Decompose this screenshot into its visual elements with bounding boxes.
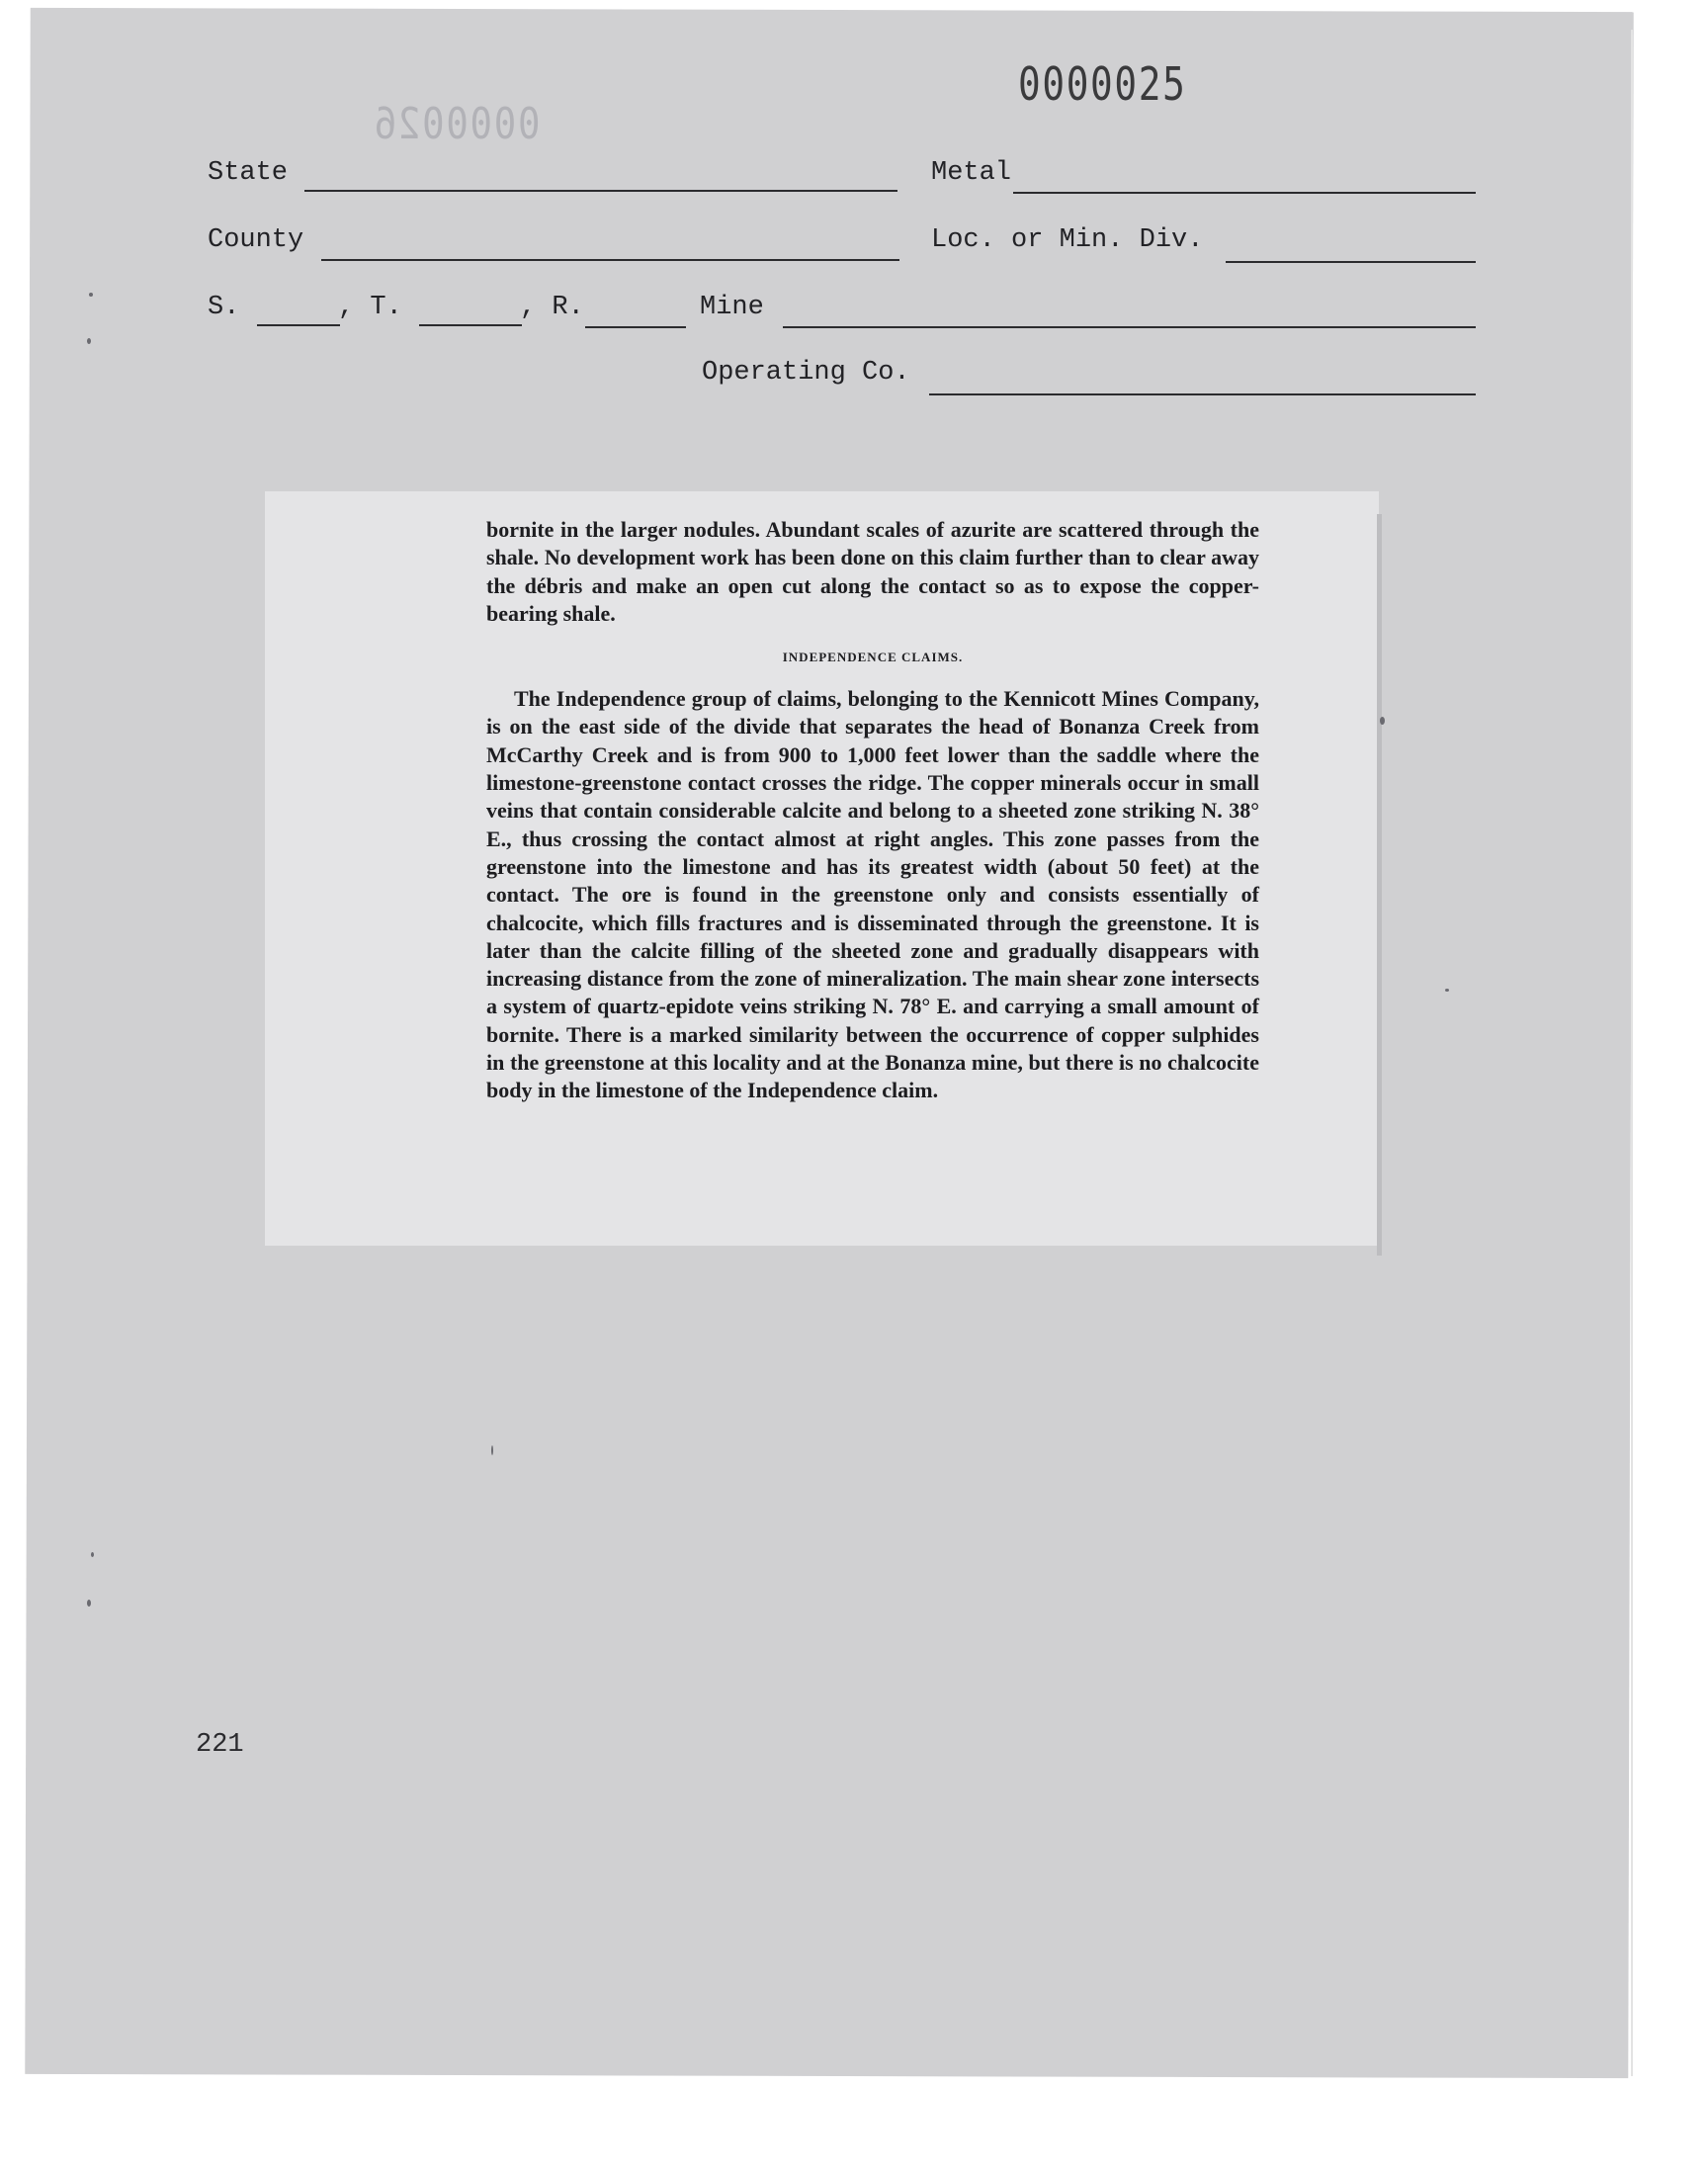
range-field-line: [585, 326, 686, 328]
scan-speck: [87, 1600, 91, 1607]
loc-label: Loc. or Min. Div.: [931, 225, 1204, 255]
operating-co-field-line: [929, 393, 1476, 395]
section-heading: INDEPENDENCE CLAIMS.: [782, 650, 964, 665]
clipping-shadow: [1377, 514, 1382, 1256]
operating-co-label: Operating Co.: [702, 358, 910, 388]
scan-speck: [89, 293, 93, 297]
section-field-line: [257, 324, 340, 326]
county-field-line: [321, 259, 899, 261]
scan-speck: [491, 1445, 493, 1455]
card-edge: [1631, 30, 1633, 2076]
bleed-through-number: 0000026: [372, 99, 541, 149]
scan-speck: [1380, 717, 1385, 725]
scan-speck: [1445, 989, 1449, 992]
clipping-text: [486, 516, 1259, 1105]
mine-label: Mine: [700, 293, 764, 322]
page-number: 221: [196, 1730, 244, 1760]
body-paragraph: The Independence group of claims, belonging to the Kennicott Mines Company, is on the east side of the divide that separates the head of Bonanza Creek from McCarthy Creek and is from 900 to 1,000 feet lower than the saddle where the limestone-greenstone contact crosses the ridge. The copper minerals occur in small veins that contain considerable calcite and belong to a sheeted zone striking N. 38° E., thus crossing the contact almost at right angles. This zone passes from the greenstone into the limestone and has its greatest width (about 50 feet) at the contact. The ore is found in the greenstone only and consists essentially of chalcocite, which fills fractures and is disseminated through the greenstone. It is later than the calcite filling of the sheeted zone and gradually disappears with increasing distance from the zone of mineralization. The main shear zone intersects a system of quartz-epidote veins striking N. 78° E. and carrying a small amount of bornite. There is a marked similarity between the occurrence of copper sulphides in the greenstone at this locality and at the Bonanza mine, but there is no chalcocite body in the limestone of the Independence claim.: [486, 686, 1259, 1103]
state-field-line: [304, 190, 897, 192]
intro-paragraph: bornite in the larger nodules. Abundant scales of azurite are scattered through the shale. No development work has been done on this claim further than to clear away the débris and make an open cut along the contact so as to expose the copper-bearing shale.: [486, 517, 1259, 626]
township-field-line: [419, 324, 522, 326]
metal-field-line: [1013, 192, 1476, 194]
document-number: 0000025: [1018, 57, 1187, 111]
scan-speck: [87, 338, 91, 344]
section-label: S.: [208, 293, 240, 322]
township-label: , T.: [338, 293, 402, 322]
loc-field-line: [1226, 261, 1476, 263]
county-label: County: [208, 225, 304, 255]
state-label: State: [208, 158, 289, 188]
metal-label: Metal: [931, 158, 1012, 188]
scan-speck: [91, 1552, 94, 1557]
mine-field-line: [783, 326, 1476, 328]
range-label: , R.: [520, 293, 584, 322]
